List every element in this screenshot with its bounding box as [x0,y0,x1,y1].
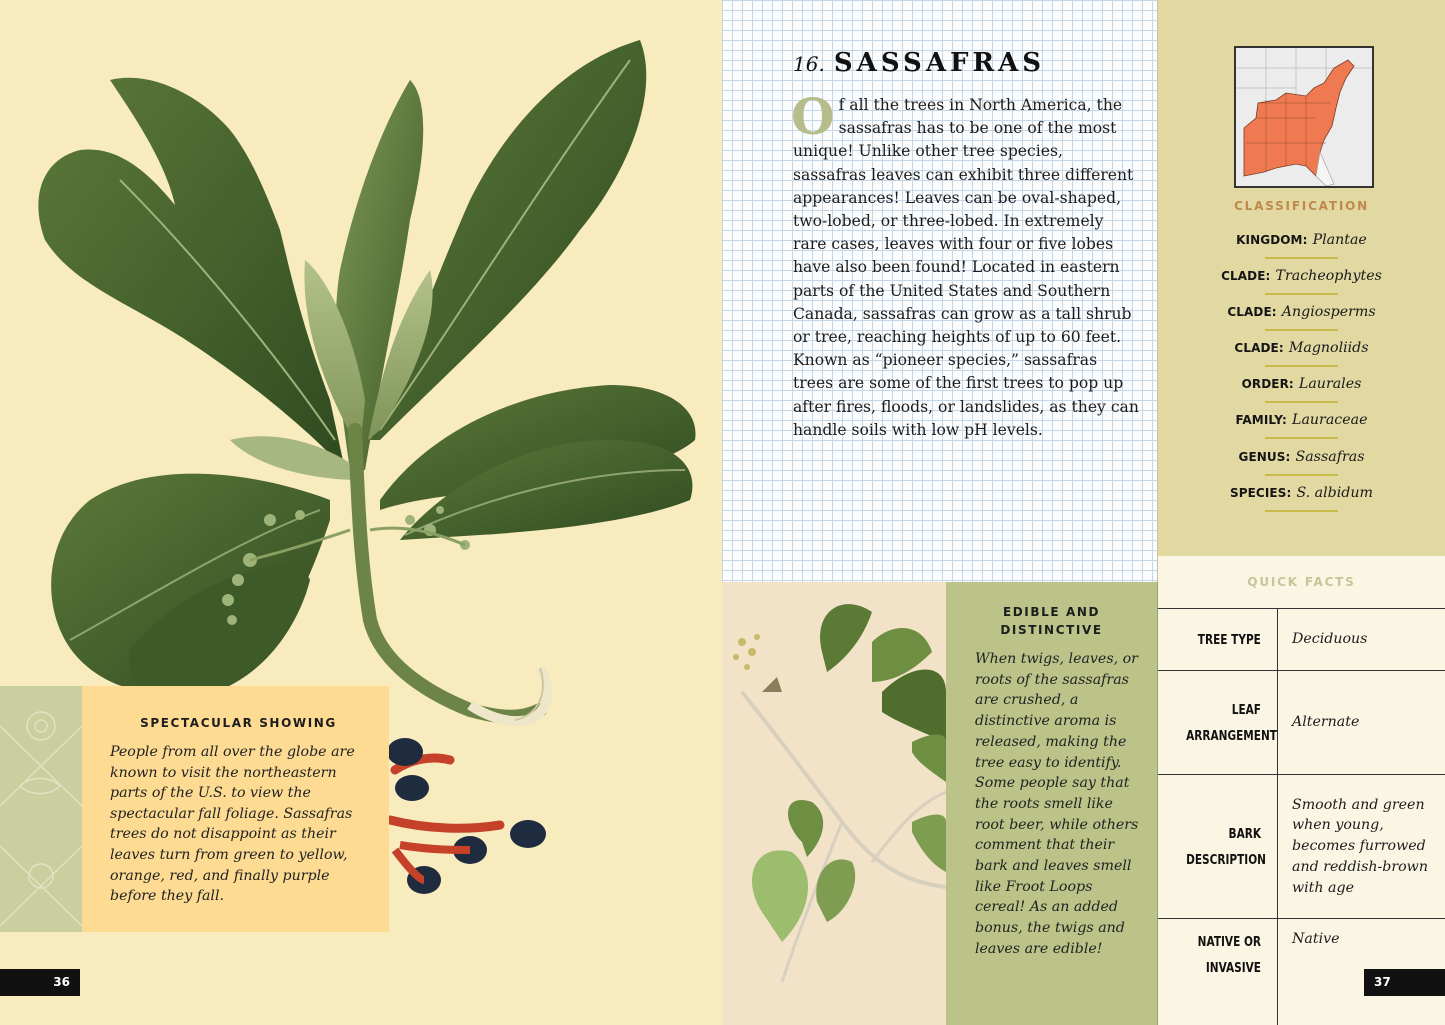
classification-row [1158,265,1445,301]
sassafras-twig-illustration [722,582,946,1025]
callout-body: People from all over the globe are known to visit the northeastern parts of the U.S. to view the spectacular fall foliage. Sassafras trees do not disappoint as their leaves turn from green to yellow, orange, red, and finally purple before they fall. [110,744,355,905]
article-body-text: f all the trees in North America, the sassafras has to be one of the most unique! Unlike other tree species, sassafras leaves can exhibit three different appearances! Leaves can be oval-shaped, two-lobed, or three-lobed. In extremely rare cases, leaves with four or five lobes have also been found! Located in eastern parts of the United States and Southern Canada, sassafras can grow as a tall shrub or tree, reaching heights of up to 60 feet. Known as “pioneer species,” sassafras trees are some of the first trees to pop up after fires, floods, or landslides, as they can handle soils with low pH levels. [793,96,1139,439]
edible-body: When twigs, leaves, or roots of the sassafras are crushed, a distinctive aroma is released, making the tree easy to identify. Some people say that the roots smell like root beer, while others comment that their bark and leaves smell like Froot Loops cereal! As an added bonus, the twigs and leaves are edible! [975,651,1139,957]
article-heading: SASSAFRAS [833,48,1046,78]
classification-value: Laurales [1298,376,1362,393]
range-map [1234,46,1374,188]
quick-facts-value: Alternate [1292,714,1360,731]
classification-row [1158,446,1445,482]
classification-divider [1265,437,1338,439]
quick-facts-value: Smooth and green when young, becomes furrowed and reddish-brown with age [1292,796,1428,896]
classification-row [1158,301,1445,337]
classification-divider [1265,510,1338,512]
quick-facts-label: LEAF ARRANGEMENT [1158,671,1278,774]
callout-spectacular-showing [82,686,389,932]
callout-title: SPECTACULAR SHOWING [140,716,337,730]
classification-value: Lauraceae [1292,412,1368,429]
article-body [791,87,1141,442]
classification-divider [1265,293,1338,295]
classification-value: Magnoliids [1288,340,1369,357]
quick-facts-value: Deciduous [1292,631,1368,648]
classification-label: CLADE: [1227,305,1277,320]
decorative-pattern-strip [0,686,82,932]
page-number-right: 37 [1364,969,1445,996]
classification-divider [1265,329,1338,331]
article-number: 16. [793,52,825,76]
classification-divider [1265,474,1338,476]
quick-facts-panel [1158,556,1445,1025]
classification-value: Plantae [1312,232,1367,248]
classification-row [1158,482,1445,518]
page-number-left: 36 [0,969,80,996]
quick-facts-table [1158,608,1445,1025]
quick-facts-label: TREE TYPE [1158,609,1278,670]
classification-divider [1265,401,1338,403]
article-title [793,48,1045,78]
left-page [0,0,722,1025]
quick-facts-row [1158,775,1445,919]
classification-row [1158,373,1445,409]
quick-facts-value: Native [1292,931,1340,947]
classification-label: FAMILY: [1235,413,1287,428]
quick-facts-label: NATIVE OR INVASIVE [1158,919,1278,1025]
classification-divider [1265,257,1338,259]
article-grid-panel [722,0,1158,582]
edible-title: EDIBLE AND DISTINCTIVE [1000,605,1103,637]
classification-label: CLADE: [1221,269,1271,284]
classification-divider [1265,365,1338,367]
classification-label: SPECIES: [1230,485,1292,500]
classification-value: S. albidum [1296,484,1373,501]
classification-heading: CLASSIFICATION [1234,199,1369,213]
classification-row [1158,409,1445,445]
quick-facts-label: BARK DESCRIPTION [1158,775,1278,918]
quick-facts-heading: QUICK FACTS [1247,575,1356,589]
classification-label: KINGDOM: [1236,233,1308,247]
classification-row [1158,229,1445,265]
classification-row [1158,337,1445,373]
classification-label: GENUS: [1238,449,1291,464]
classification-value: Sassafras [1295,448,1365,465]
classification-panel [1158,0,1445,556]
callout-edible-distinctive [946,582,1158,1025]
classification-label: CLADE: [1234,341,1284,356]
classification-list [1158,229,1445,518]
drop-cap: O [791,87,835,146]
quick-facts-row [1158,671,1445,775]
quick-facts-row [1158,609,1445,671]
classification-label: ORDER: [1241,377,1294,392]
classification-value: Angiosperms [1281,304,1376,321]
classification-value: Tracheophytes [1275,268,1382,285]
